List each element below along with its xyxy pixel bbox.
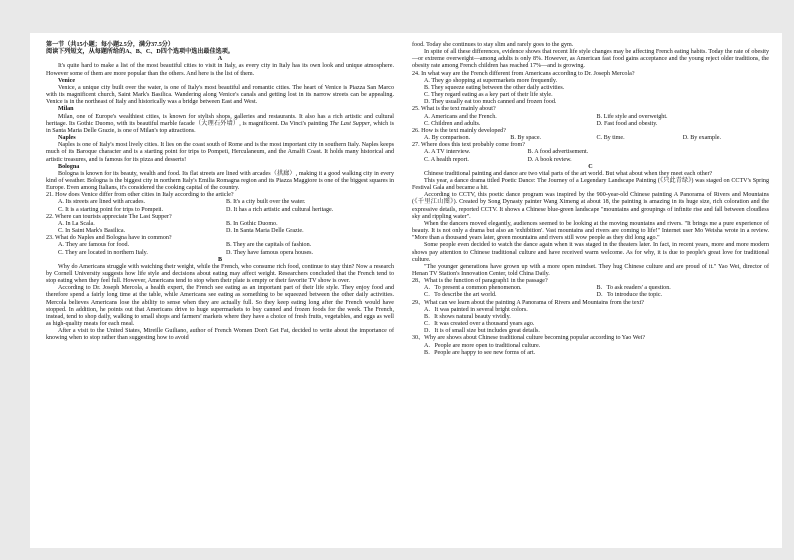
option: D．It is of small size but includes great details.: [424, 328, 540, 335]
passage-b-p3: After a visit to the United States, Mireille Guiliano, author of French Women Don't Get Fat, decided to write about the importance of knowing when to stop rather than suggesting how to avoid: [46, 328, 394, 342]
option: B．It shows natural beauty vividly.: [424, 313, 511, 320]
question-22: 22. Where can tourists appreciate The Last Supper? A. In La Scala. B. In Gothic Duomo. C. In Saint Mark's Basilica. D. In Santa Maria Delle Grazie.: [46, 214, 394, 235]
option: C．It was created over a thousand years ago.: [424, 321, 535, 328]
option: D．To introduce the topic.: [596, 292, 663, 299]
question-23: 23. What do Naples and Bologna have in common? A. They are famous for food. B. They are the capitals of fashion. C. They are located in northern Italy. D. They have famous opera houses.: [46, 235, 394, 256]
option: C．To describe the art world.: [424, 292, 497, 299]
option: B．People are happy to see new forms of art.: [424, 349, 536, 356]
option: D. It has a rich artistic and cultural heritage.: [226, 206, 334, 213]
question-30: 30、Why are shows about Chinese traditional culture becoming popular according to Yao Wei? A．People are more open to traditional culture. B．People are happy to see new forms of art.: [412, 335, 769, 356]
option: A. They go shopping at supermarkets more frequently.: [424, 77, 558, 84]
passage-c-letter: C: [588, 163, 593, 170]
passage-a-letter: A: [217, 56, 223, 63]
option: C. In Saint Mark's Basilica.: [58, 228, 126, 235]
question-26: 26. How is the text mainly developed? A. By comparison. B. By space. C. By time. D. By example.: [412, 128, 769, 142]
option: A．To present a common phenomenon.: [424, 285, 522, 292]
passage-c-p6: "The younger generations have grown up with a more open mindset. They hug Chinese culture and are proud of it." Yao Wei, director of Henan TV Station's Innovation Center, told China Daily.: [412, 263, 769, 277]
option: B. It's a city built over the water.: [226, 199, 306, 206]
passage-b-p4: In spite of all these differences, evidence shows that recent life style changes may be affecting French eating habits. Today the rate of obesity—or extreme overweight—among adults is only 8%. However, as American fast food gains acceptance and the young reject older traditions, the obesity rate among French children has reached 17%—and is growing.: [412, 49, 769, 70]
question-27: 27. Where does this text probably come from? A. A TV interview. B. A food advertisement. C. A health report. D. A book review.: [412, 142, 769, 163]
option: D. By example.: [682, 135, 721, 142]
option: B. They are the capitals of fashion.: [226, 242, 312, 249]
option: C. A health report.: [424, 156, 469, 163]
milan-text: Milan, one of Europe's wealthiest cities, is known for stylish shops, galleries and restaurants. It also has a rich artistic and cultural heritage. Its Gothic Duomo, with its beautiful marble facade（大理石外墙）, is magnificent. Da Vinci's painting The Last Supper, which is in Santa Maria Delle Grazie, is one of Milan's top attractions.: [46, 113, 395, 134]
option: D. A book review.: [527, 156, 572, 163]
venice-text: Venice, a unique city built over the water, is one of Italy's most beautiful and romantic cities. The heart of Venice is Piazza San Marco with its magnificent church, Saint Mark's Basilica. Wandering along Venice's canals and getting lost in its narrow streets can be appealing. Venice is in the northeast of Italy and historically was a bridge between East and West.: [46, 84, 394, 106]
milan-title: Milan: [58, 106, 74, 113]
option: A. They are famous for food.: [58, 242, 130, 249]
option: C. They regard eating as a key part of their life style.: [424, 92, 553, 99]
option: A. Its streets are lined with arcades.: [58, 199, 145, 206]
question-24: 24. In what way are the French different from Americans according to Dr. Joseph Mercola? A. They go shopping at supermarkets more frequently. B. They squeeze eating between the other daily activities. C. They regard eating as a key part of their life style. D. They usually eat too much canned and frozen food.: [412, 71, 769, 107]
option: C. It is a starting point for trips to Pompeii.: [58, 206, 164, 213]
question-21: 21. How does Venice differ from other cities in Italy according to the article? A. Its streets are lined with arcades. B. It's a city built over the water. C. It is a starting point for trips to Pompeii. D. It has a rich artistic and cultural heritage.: [46, 192, 394, 213]
section-header: 第一节（共15小题；每小题2.5分，满分37.5分）: [46, 42, 174, 48]
passage-c-p3: According to CCTV, this poetic dance program was inspired by the 900-year-old Chinese painting A Panorama of Rivers and Mountains (《千里江山图》). Created by Song Dynasty painter Wang Ximeng at about 18, the painting is amazing in its huge size, rich coloration and the expressive details, reported CCTV. It shows a Chinese blue-green landscape "mountains and groupings of infinite rise and fall between cloudless sky and rippling water".: [412, 192, 769, 220]
passage-b-p2: According to Dr. Joseph Mercola, a health expert, the French see eating as an important part of their life style. They enjoy food and therefore spend a fairly long time at the table, while Americans see eating as something to be squeezed between the other daily activities. Mercola believes Americans lose the ability to sense when they are actually full. So they keep eating long after the French would have stopped. In addition, he points out that Americans drive to huge supermarkets to buy canned and frozen foods for the week. The French, instead, tend to shop daily, walking to small shops and farmers' markets where they have a choice of fresh fruits, vegetables, and eggs as well as high-quality meats for each meal.: [46, 285, 394, 328]
naples-title: Naples: [58, 135, 76, 142]
bologna-title: Bologna: [58, 163, 80, 170]
right-column: [412, 42, 769, 357]
passage-b-letter: B: [217, 256, 223, 263]
passage-c-p1: Chinese traditional painting and dance are two vital parts of the art world. But what about when they meet each other?: [424, 170, 713, 177]
question-29: 29、What can we learn about the painting A Panorama of Rivers and Mountains from the text? A．It was painted in several bright colors. B．It shows natural beauty vividly. C．It was created over a thousand years ago. D．It is of small size but includes great details.: [412, 300, 769, 336]
option: C. They are located in northern Italy.: [58, 249, 148, 256]
option: B．To ask readers' a question.: [596, 285, 671, 292]
option: A. Americans and the French.: [424, 113, 497, 120]
option: A．People are more open to traditional culture.: [424, 342, 541, 349]
passage-b-p3-cont: food. Today she continues to stay slim and rarely goes to the gym.: [412, 42, 574, 48]
option: D. They usually eat too much canned and frozen food.: [424, 99, 557, 106]
passage-c-p5: Some people even decided to watch the dance again when it was staged in the theaters later. In fact, in recent years, more and more modern shows pay attention to Chinese traditional culture and have received warm welcome. As for why, it is due to people's great love for traditional culture.: [412, 242, 769, 263]
option: D. In Santa Maria Delle Grazie.: [226, 228, 304, 235]
option: C. By time.: [596, 135, 625, 142]
option: D. They have famous opera houses.: [226, 249, 314, 256]
passage-c-p2: This year, a dance drama titled Poetic Dance: The Journey of a Legendary Landscape Painting (《只此青绿》) was staged on CCTV's Spring Festival Gala and became a hit.: [412, 177, 769, 192]
option: C. Children and adults.: [424, 120, 481, 127]
passage-c-p4: When the dancers moved elegantly, audiences seemed to be looking at the moving mountains and rivers. "It brings me a pure experience of beauty. It is not only a drama but also an 'exhibition'. Vast mountains and rivers are coming to life!" Internet user Mo Weisha wrote in a review. "More than a thousand years later, green mountains and rivers still wow people as they did long ago.": [412, 220, 769, 242]
option: B. In Gothic Duomo.: [226, 220, 278, 227]
question-28: 28、What is the function of paragraph1 in the passage? A．To present a common phenomenon. B．To ask readers' a question. C．To describe the art world. D．To introduce the topic.: [412, 278, 769, 299]
option: B. By space.: [510, 135, 542, 142]
naples-text: Naples is one of Italy's most lively cities. It lies on the coast south of Rome and is the most important city in southern Italy. Naples keeps much of its Baroque character and is a starting point for trips to Pompeii, Herculaneum, and the Amalfi Coast. It holds many historical and artistic treasures, and is famous for its pizza and desserts!: [46, 142, 394, 163]
option: A．It was painted in several bright colors.: [424, 306, 528, 313]
venice-title: Venice: [58, 77, 76, 84]
option: B. A food advertisement.: [527, 149, 589, 156]
option: A. In La Scala.: [58, 220, 95, 227]
option: A. By comparison.: [424, 135, 471, 142]
option: D. Fast food and obesity.: [596, 120, 658, 127]
passage-a-intro: It's quite hard to make a list of the most beautiful cities to visit in Italy, as every city in Italy has its own look and unique atmosphere. However some of them are more popular than the others. And here is the list of them.: [46, 63, 394, 77]
bologna-text: Bologna is known for its beauty, wealth and food. Its flat streets are lined with arcades（拱廊）, making it a good walking city in every kind of weather. Bologna is the biggest city in northern Italy's Emilia Romagna region and its Piazza Maggiore is one of the biggest squares in Europe. Even among Italians, it's considered the cooking capital of the country.: [46, 170, 394, 192]
option: B. Life style and overweight.: [596, 113, 668, 120]
question-25: 25. What is the text mainly about? A. Americans and the French. B. Life style and overweight. C. Children and adults. D. Fast food and obesity.: [412, 106, 769, 127]
option: B. They squeeze eating between the other daily activities.: [424, 84, 565, 91]
passage-b-p1: Why do Americans struggle with watching their weight, while the French, who consume rich food, continue to stay thin? Now a research by Cornell University suggests how life style and decisions about eating may affect weight. Researchers concluded that the French tend to stop eating when they feel full. However, Americans tend to stop when their plate is empty or their favorite TV show is over.: [46, 263, 394, 285]
left-column: [46, 42, 394, 343]
instructions: 阅读下列短文，从每题所给的A、B、C、D四个选项中选出最佳选项。: [46, 49, 234, 56]
option: A. A TV interview.: [424, 149, 471, 156]
exam-page: [30, 33, 782, 548]
